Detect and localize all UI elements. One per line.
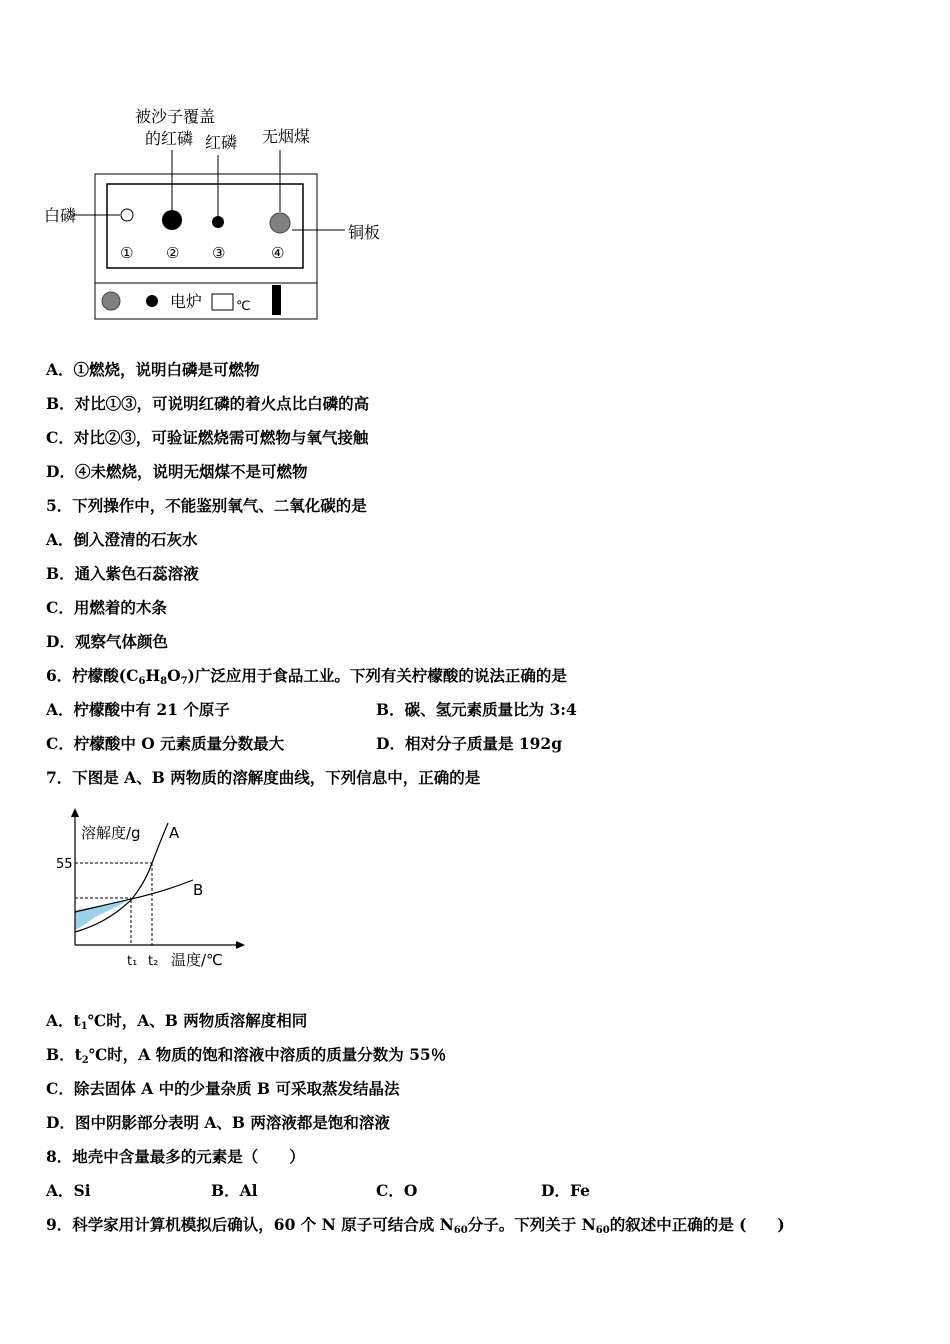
label-covered-red-phosphorus-line1: 被沙子覆盖: [135, 107, 216, 126]
tick-t1: t₁: [127, 954, 138, 969]
sample-number-2: ②: [166, 244, 180, 262]
white-phosphorus-sample: [121, 209, 133, 221]
red-phosphorus-sample: [212, 216, 224, 228]
sample-number-4: ④: [271, 244, 285, 262]
q5-option-c: C．用燃着的木条: [46, 598, 167, 617]
q6-option-a: A．柠檬酸中有 21 个原子: [46, 700, 230, 719]
q6-stem: 6．柠檬酸$(C_6H_8O_7)$广泛应用于食品工业。下列有关柠檬酸的说法正确的是: [46, 666, 567, 687]
q7-option-b: B．$t_2℃$时，A 物质的饱和溶液中溶质的质量分数为 55％: [46, 1045, 447, 1066]
q8-option-c: C．O: [376, 1181, 418, 1200]
solubility-curve-chart: [45, 805, 260, 977]
label-white-phosphorus: 白磷: [44, 206, 77, 225]
q4-option-a: A．①燃烧，说明白磷是可燃物: [46, 360, 260, 379]
q8-option-b: B．Al: [211, 1181, 258, 1200]
q5-option-a: A．倒入澄清的石灰水: [46, 530, 198, 549]
label-anthracite: 无烟煤: [262, 127, 311, 146]
q8-option-d: D．Fe: [541, 1181, 590, 1200]
stove-knob-large: [102, 292, 120, 310]
label-covered-red-phosphorus-line2: 的红磷: [145, 129, 194, 148]
q7-stem: 7．下图是 A、B 两物质的溶解度曲线，下列信息中，正确的是: [46, 768, 481, 787]
q5-option-d: D．观察气体颜色: [46, 632, 168, 651]
q6-option-b: B．碳、氢元素质量比为 3:4: [376, 700, 577, 719]
label-celsius: ℃: [236, 299, 251, 314]
tick-55: 55: [56, 857, 73, 872]
anthracite-sample: [270, 213, 290, 233]
label-copper-plate: 铜板: [348, 223, 381, 242]
q5-stem: 5．下列操作中，不能鉴别氧气、二氧化碳的是: [46, 496, 367, 515]
q7-option-a: A．$t_1℃$时，A、B 两物质溶解度相同: [46, 1011, 308, 1032]
tick-t2: t₂: [148, 954, 159, 969]
q7-option-d: D．图中阴影部分表明 A、B 两溶液都是饱和溶液: [46, 1113, 390, 1132]
chart-y-label: 溶解度/g: [81, 824, 141, 842]
label-red-phosphorus: 红磷: [205, 133, 238, 152]
covered-red-phosphorus-sample: [162, 210, 182, 230]
q4-option-d: D．④未燃烧，说明无烟煤不是可燃物: [46, 462, 308, 481]
q7-option-c: C．除去固体 A 中的少量杂质 B 可采取蒸发结晶法: [46, 1079, 400, 1098]
q6-option-d: D．相对分子质量是 192g: [376, 734, 563, 753]
q8-stem: 8．地壳中含量最多的元素是（ ）: [46, 1147, 305, 1166]
sample-number-1: ①: [120, 244, 134, 262]
sample-number-3: ③: [212, 244, 226, 262]
combustion-experiment-figure: [40, 100, 400, 325]
q8-option-a: A．Si: [46, 1181, 91, 1200]
curve-b-label: B: [193, 881, 204, 899]
q4-option-b: B．对比①③，可说明红磷的着火点比白磷的高: [46, 394, 370, 413]
curve-a-label: A: [169, 824, 180, 842]
chart-x-label: 温度/℃: [171, 951, 223, 969]
stove-switch: [272, 285, 281, 315]
stove-indicator-dot: [146, 295, 158, 307]
temperature-display: [212, 294, 233, 310]
q5-option-b: B．通入紫色石蕊溶液: [46, 564, 199, 583]
q6-option-c: C．柠檬酸中 O 元素质量分数最大: [46, 734, 285, 753]
label-electric-stove: 电炉: [170, 292, 203, 311]
q4-option-c: C．对比②③，可验证燃烧需可燃物与氧气接触: [46, 428, 369, 447]
q9-stem: 9．科学家用计算机模拟后确认，60 个 N 原子可结合成 $N_{60}$分子。下列关于 $N_{60}$的叙述中正确的是 ( ): [46, 1215, 785, 1236]
shaded-region: [75, 899, 131, 930]
